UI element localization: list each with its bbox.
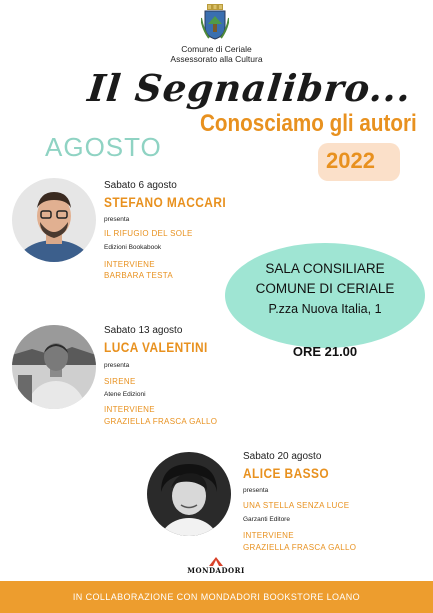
event-date: Sabato 20 agosto xyxy=(243,451,322,462)
interviene-label: INTERVIENE xyxy=(104,260,155,269)
org-department: Assessorato alla Cultura xyxy=(170,54,263,64)
presenta-label: presenta xyxy=(243,487,269,494)
year-label: 2022 xyxy=(326,148,375,173)
interviewer-name: BARBARA TESTA xyxy=(104,271,173,280)
footer-banner: IN COLLABORAZIONE CON MONDADORI BOOKSTORE LOANO xyxy=(0,581,433,613)
publisher: Atene Edizioni xyxy=(104,391,146,398)
author-photo-stefano-maccari xyxy=(12,178,96,262)
book-title: UNA STELLA SENZA LUCE xyxy=(243,501,350,510)
mondadori-logo xyxy=(185,557,247,577)
book-title: IL RIFUGIO DEL SOLE xyxy=(104,229,193,238)
event-date: Sabato 6 agosto xyxy=(104,180,177,191)
interviewer-name: GRAZIELLA FRASCA GALLO xyxy=(243,543,357,552)
interviene-label: INTERVIENE xyxy=(104,405,155,414)
book-title: SIRENE xyxy=(104,377,136,386)
author-photo-luca-valentini xyxy=(12,325,96,409)
presenta-label: presenta xyxy=(104,216,130,223)
interviene-label: INTERVIENE xyxy=(243,531,294,540)
author-name: LUCA VALENTINI xyxy=(104,339,208,355)
mondadori-rose-icon xyxy=(209,557,223,566)
venue-hall: SALA CONSILIARE xyxy=(265,261,385,276)
author-photo-alice-basso xyxy=(147,452,231,536)
page-subtitle: Conosciamo gli autori xyxy=(200,110,417,137)
presenta-label: presenta xyxy=(104,362,130,369)
publisher: Edizioni Bookabook xyxy=(104,244,162,251)
month-label: AGOSTO xyxy=(45,132,162,162)
event-date: Sabato 13 agosto xyxy=(104,325,183,336)
coat-of-arms-icon xyxy=(201,4,229,40)
author-name: STEFANO MACCARI xyxy=(104,194,227,210)
page-title: Il Segnalibro... xyxy=(85,66,414,110)
venue-address: P.zza Nuova Italia, 1 xyxy=(268,302,382,316)
event-time: ORE 21.00 xyxy=(292,344,358,359)
author-name: ALICE BASSO xyxy=(243,465,330,481)
interviewer-name: GRAZIELLA FRASCA GALLO xyxy=(104,417,218,426)
venue-municipality: COMUNE DI CERIALE xyxy=(255,281,395,296)
org-name: Comune di Ceriale xyxy=(181,44,252,54)
mondadori-logo-text: MONDADORI xyxy=(187,566,245,575)
publisher: Garzanti Editore xyxy=(243,516,290,523)
